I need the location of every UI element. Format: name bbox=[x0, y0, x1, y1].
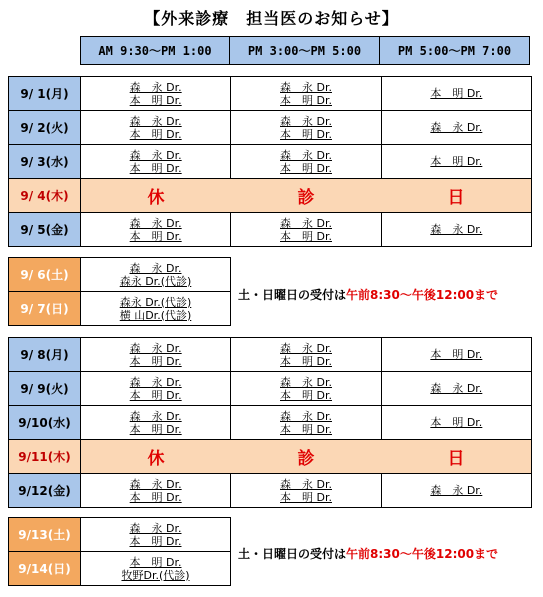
doctor-name: 本 明 Dr. bbox=[280, 388, 332, 402]
pm1-cell bbox=[231, 145, 381, 179]
date-cell: 9/12(金) bbox=[9, 474, 81, 508]
am-cell bbox=[81, 258, 231, 292]
holiday-char: 休 bbox=[147, 188, 165, 208]
am-cell bbox=[81, 338, 231, 372]
holiday-char: 休 bbox=[147, 449, 165, 469]
schedule-table-week1 bbox=[8, 76, 532, 247]
doctor-name: 本 明 Dr. bbox=[280, 127, 332, 141]
date-cell: 9/ 5(金) bbox=[9, 213, 81, 247]
page-title: 【外来診療 担当医のお知らせ】 bbox=[144, 9, 399, 28]
date-cell: 9/ 1(月) bbox=[9, 77, 81, 111]
doctor-name: 本 明 Dr. bbox=[129, 161, 182, 175]
doctor-name: 本 明 Dr. bbox=[280, 229, 332, 243]
doctor-name: 本 明 Dr. bbox=[280, 490, 332, 504]
pm1-cell bbox=[231, 213, 381, 247]
holiday-char: 日 bbox=[447, 449, 465, 469]
schedule-row bbox=[9, 213, 532, 247]
schedule-row bbox=[9, 372, 532, 406]
am-cell bbox=[81, 474, 231, 508]
doctor-name: 森 永 Dr. bbox=[280, 148, 332, 162]
schedule-row bbox=[9, 518, 231, 552]
pm1-cell bbox=[231, 77, 381, 111]
doctor-name: 森 永 Dr. bbox=[129, 216, 182, 230]
date-cell: 9/ 4(木) bbox=[9, 179, 81, 213]
pm1-cell bbox=[231, 111, 381, 145]
doctor-name: 森 永 Dr. bbox=[280, 477, 332, 491]
doctor-name: 本 明 Dr. bbox=[430, 348, 483, 361]
doctor-name: 森 永 Dr. bbox=[280, 409, 332, 423]
doctor-name: 本 明 Dr. bbox=[280, 354, 332, 368]
doctor-name: 森 永 Dr. bbox=[280, 341, 332, 355]
date-cell: 9/14(日) bbox=[9, 552, 81, 586]
doctor-name: 森永 Dr.(代診) bbox=[119, 295, 192, 309]
date-cell: 9/ 3(水) bbox=[9, 145, 81, 179]
doctor-name: 森 永 Dr. bbox=[430, 382, 483, 395]
pm1-cell bbox=[231, 474, 381, 508]
doctor-name: 本 明 Dr. bbox=[430, 87, 483, 100]
holiday-char: 診 bbox=[297, 188, 315, 208]
doctor-name: 本 明 Dr. bbox=[129, 555, 182, 569]
am-cell bbox=[81, 372, 231, 406]
am-cell bbox=[81, 145, 231, 179]
schedule-row bbox=[9, 338, 532, 372]
pm2-cell bbox=[381, 372, 531, 406]
doctor-name: 森 永 Dr. bbox=[129, 148, 182, 162]
doctor-name: 本 明 Dr. bbox=[280, 422, 332, 436]
doctor-name: 森 永 Dr. bbox=[280, 216, 332, 230]
doctor-name: 森 永 Dr. bbox=[129, 477, 182, 491]
pm1-cell bbox=[231, 372, 381, 406]
header-am: AM 9:30～PM 1:00 bbox=[80, 36, 230, 65]
doctor-name: 本 明 Dr. bbox=[129, 534, 182, 548]
doctor-name: 森 永 Dr. bbox=[129, 261, 182, 275]
am-cell bbox=[81, 111, 231, 145]
holiday-cell bbox=[81, 179, 532, 213]
date-cell: 9/ 2(火) bbox=[9, 111, 81, 145]
weekend-reception-note bbox=[238, 286, 498, 303]
doctor-name: 本 明 Dr. bbox=[129, 354, 182, 368]
pm2-cell bbox=[381, 213, 531, 247]
pm1-cell bbox=[231, 406, 381, 440]
doctor-name: 本 明 Dr. bbox=[129, 422, 182, 436]
doctor-name: 森 永 Dr. bbox=[430, 484, 483, 497]
schedule-row bbox=[9, 258, 231, 292]
am-cell bbox=[81, 77, 231, 111]
pm1-cell bbox=[231, 338, 381, 372]
weekend-table-week1 bbox=[8, 257, 231, 326]
am-cell bbox=[81, 518, 231, 552]
doctor-name: 森 永 Dr. bbox=[280, 80, 332, 94]
doctor-name: 森 永 Dr. bbox=[129, 80, 182, 94]
doctor-name: 森 永 Dr. bbox=[129, 521, 182, 535]
date-cell: 9/13(土) bbox=[9, 518, 81, 552]
header-pm2: PM 5:00～PM 7:00 bbox=[380, 36, 530, 65]
doctor-name: 本 明 Dr. bbox=[430, 416, 483, 429]
am-cell bbox=[81, 406, 231, 440]
doctor-name: 本 明 Dr. bbox=[129, 127, 182, 141]
schedule-row bbox=[9, 145, 532, 179]
schedule-table-week2 bbox=[8, 337, 532, 508]
doctor-name: 本 明 Dr. bbox=[280, 161, 332, 175]
header-pm1: PM 3:00～PM 5:00 bbox=[230, 36, 380, 65]
doctor-name: 本 明 Dr. bbox=[129, 93, 182, 107]
pm2-cell bbox=[381, 406, 531, 440]
schedule-row bbox=[9, 474, 532, 508]
doctor-name: 牧野Dr.(代診) bbox=[121, 568, 190, 582]
date-cell: 9/ 6(土) bbox=[9, 258, 81, 292]
holiday-char: 診 bbox=[297, 449, 315, 469]
schedule-row bbox=[9, 179, 532, 213]
note-time: 午前8:30～午後12:00まで bbox=[346, 547, 499, 561]
pm2-cell bbox=[381, 145, 531, 179]
schedule-row bbox=[9, 111, 532, 145]
doctor-name: 森 永 Dr. bbox=[430, 121, 483, 134]
doctor-name: 森 永 Dr. bbox=[430, 223, 483, 236]
am-cell bbox=[81, 292, 231, 326]
pm2-cell bbox=[381, 474, 531, 508]
doctor-name: 森 永 Dr. bbox=[129, 341, 182, 355]
note-prefix: 土・日曜日の受付は bbox=[238, 547, 347, 561]
doctor-name: 森 永 Dr. bbox=[129, 375, 182, 389]
am-cell bbox=[81, 213, 231, 247]
weekend-reception-note-2 bbox=[238, 545, 498, 562]
note-time: 午前8:30～午後12:00まで bbox=[346, 288, 499, 302]
schedule-row bbox=[9, 406, 532, 440]
date-cell: 9/10(水) bbox=[9, 406, 81, 440]
weekend-table-week2 bbox=[8, 517, 231, 586]
doctor-name: 森永 Dr.(代診) bbox=[119, 274, 192, 288]
date-cell: 9/ 7(日) bbox=[9, 292, 81, 326]
doctor-name: 本 明 Dr. bbox=[129, 490, 182, 504]
date-cell: 9/ 9(火) bbox=[9, 372, 81, 406]
schedule-row bbox=[9, 292, 231, 326]
doctor-name: 森 永 Dr. bbox=[129, 114, 182, 128]
note-prefix: 土・日曜日の受付は bbox=[238, 288, 347, 302]
schedule-row bbox=[9, 440, 532, 474]
pm2-cell bbox=[381, 338, 531, 372]
pm2-cell bbox=[381, 111, 531, 145]
date-cell: 9/ 8(月) bbox=[9, 338, 81, 372]
doctor-name: 森 永 Dr. bbox=[280, 114, 332, 128]
pm2-cell bbox=[381, 77, 531, 111]
holiday-char: 日 bbox=[447, 188, 465, 208]
am-cell bbox=[81, 552, 231, 586]
schedule-row bbox=[9, 77, 532, 111]
doctor-name: 横 山Dr.(代診) bbox=[119, 308, 192, 322]
date-cell: 9/11(木) bbox=[9, 440, 81, 474]
doctor-name: 森 永 Dr. bbox=[129, 409, 182, 423]
doctor-name: 本 明 Dr. bbox=[129, 229, 182, 243]
doctor-name: 本 明 Dr. bbox=[430, 155, 483, 168]
doctor-name: 本 明 Dr. bbox=[280, 93, 332, 107]
doctor-name: 本 明 Dr. bbox=[129, 388, 182, 402]
schedule-row bbox=[9, 552, 231, 586]
doctor-name: 森 永 Dr. bbox=[280, 375, 332, 389]
holiday-cell bbox=[81, 440, 532, 474]
